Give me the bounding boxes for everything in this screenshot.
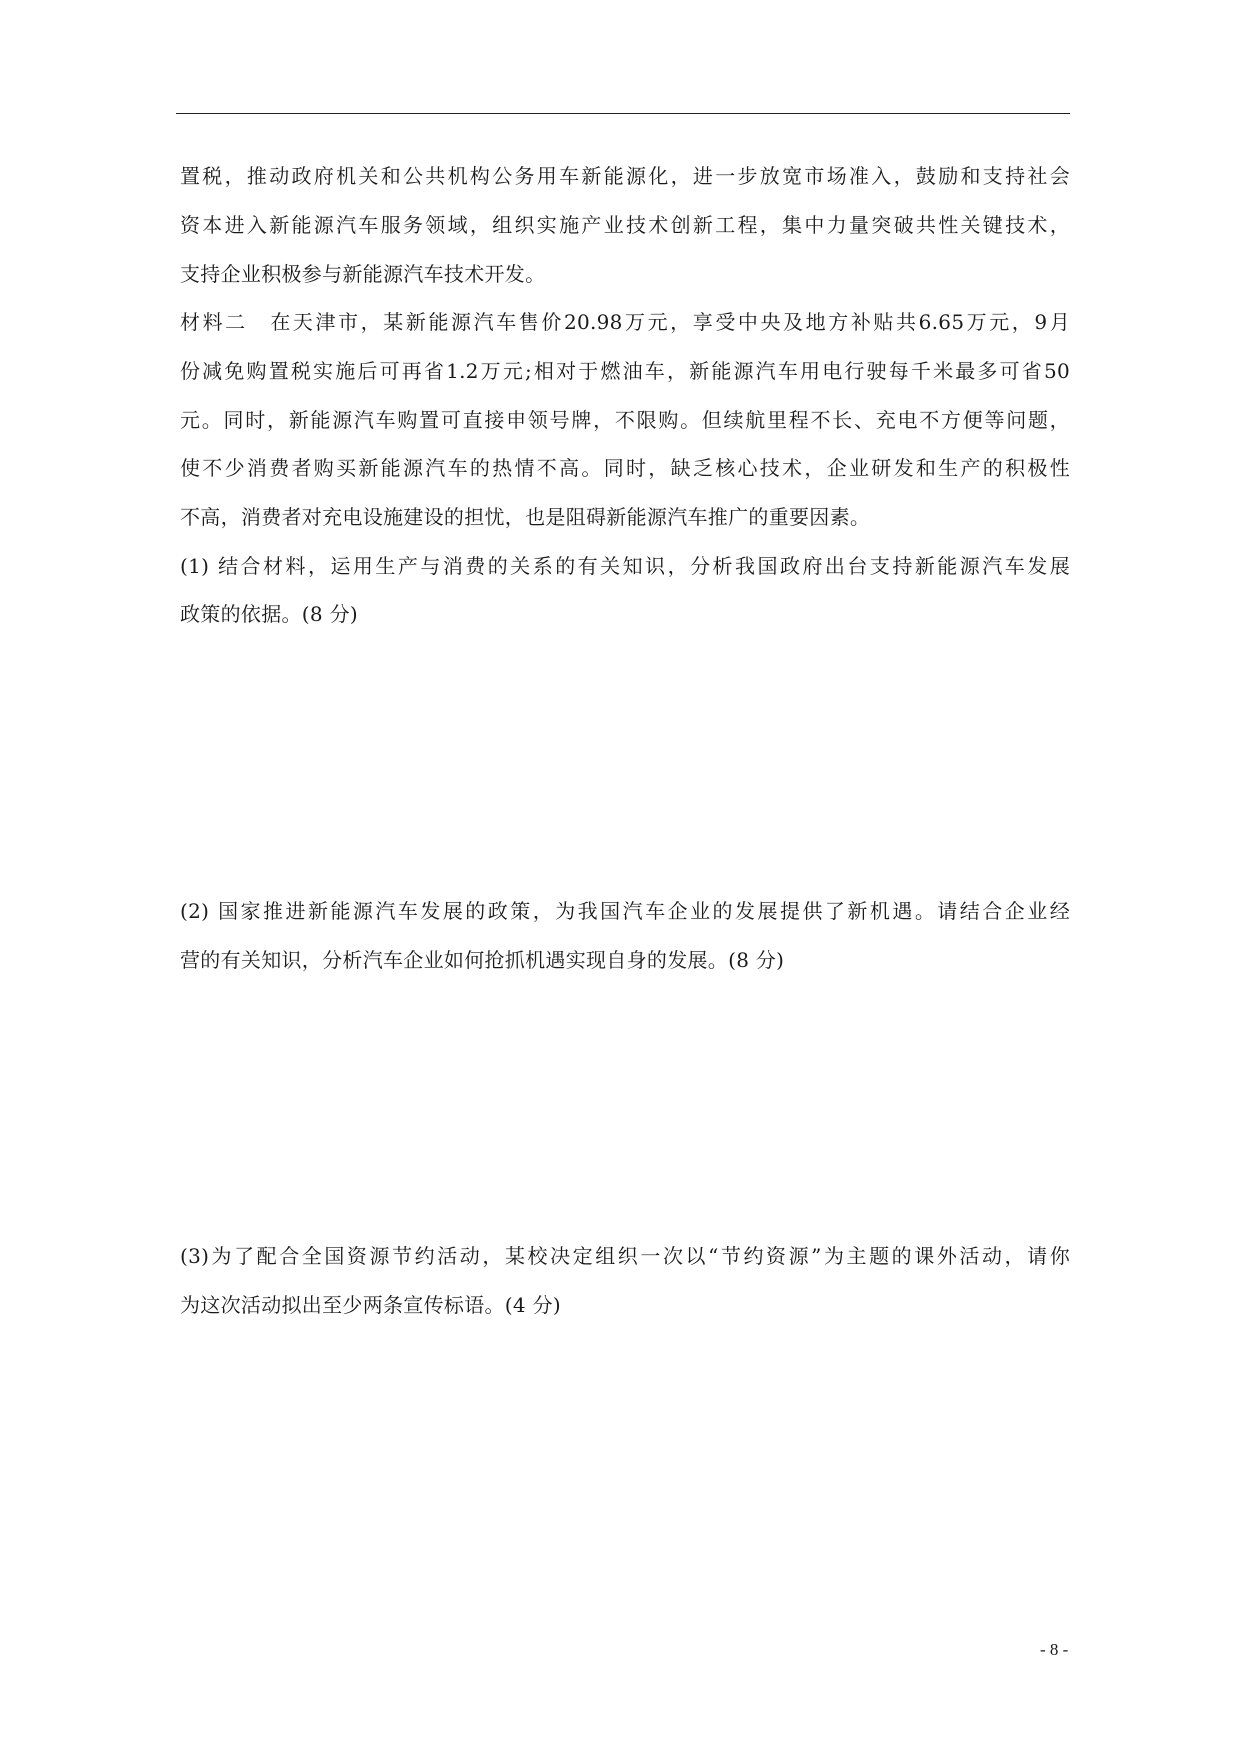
material-line (180, 453, 1070, 483)
question-3-line (180, 1241, 1070, 1271)
question-2-text: (2) 国家推进新能源汽车发展的政策，为我国汽车企业的发展提供了新机遇。请结合企业经 (180, 899, 1070, 923)
question-2-line (180, 945, 784, 975)
material-text: 使不少消费者购买新能源汽车的热情不高。同时，缺乏核心技术，企业研发和生产的积极性 (180, 456, 1070, 480)
paragraph-line (180, 259, 545, 289)
question-3-line (180, 1290, 561, 1320)
question-1-text: (1) 结合材料，运用生产与消费的关系的有关知识，分析我国政府出台支持新能源汽车发展 (180, 554, 1070, 578)
paragraph-text: 资本进入新能源汽车服务领域，组织实施产业技术创新工程，集中力量突破共性关键技术， (180, 213, 1070, 237)
question-1-line (180, 599, 358, 629)
question-3-text: (3)为了配合全国资源节约活动，某校决定组织一次以“节约资源”为主题的课外活动，请你 (180, 1244, 1070, 1268)
material-line (180, 356, 1070, 386)
question-1-line (180, 551, 1070, 581)
paragraph-text: 支持企业积极参与新能源汽车技术开发。 (180, 262, 546, 286)
paragraph-line (180, 161, 1070, 191)
page-number: - 8 - (1040, 1640, 1069, 1659)
material-line (180, 307, 1070, 337)
paragraph-text: 置税，推动政府机关和公共机构公务用车新能源化，进一步放宽市场准入，鼓励和支持社会 (180, 164, 1070, 188)
material-text: 元。同时，新能源汽车购置可直接申领号牌，不限购。但续航里程不长、充电不方便等问题， (180, 408, 1070, 432)
paragraph-line (180, 210, 1070, 240)
material-line (180, 502, 870, 532)
question-2-text: 营的有关知识，分析汽车企业如何抢抓机遇实现自身的发展。(8 分) (180, 948, 785, 972)
material-text: 不高，消费者对充电设施建设的担忧，也是阻碍新能源汽车推广的重要因素。 (180, 505, 871, 529)
material-text: 材料二 在天津市，某新能源汽车售价20.98万元，享受中央及地方补贴共6.65万元，9月 (180, 310, 1070, 334)
question-1-text: 政策的依据。(8 分) (180, 602, 358, 626)
material-text: 份减免购置税实施后可再省1.2万元;相对于燃油车，新能源汽车用电行驶每千米最多可省50 (180, 359, 1070, 383)
material-line (180, 405, 1070, 435)
question-2-line (180, 896, 1070, 926)
header-rule (176, 113, 1070, 114)
question-3-text: 为这次活动拟出至少两条宣传标语。(4 分) (180, 1293, 561, 1317)
